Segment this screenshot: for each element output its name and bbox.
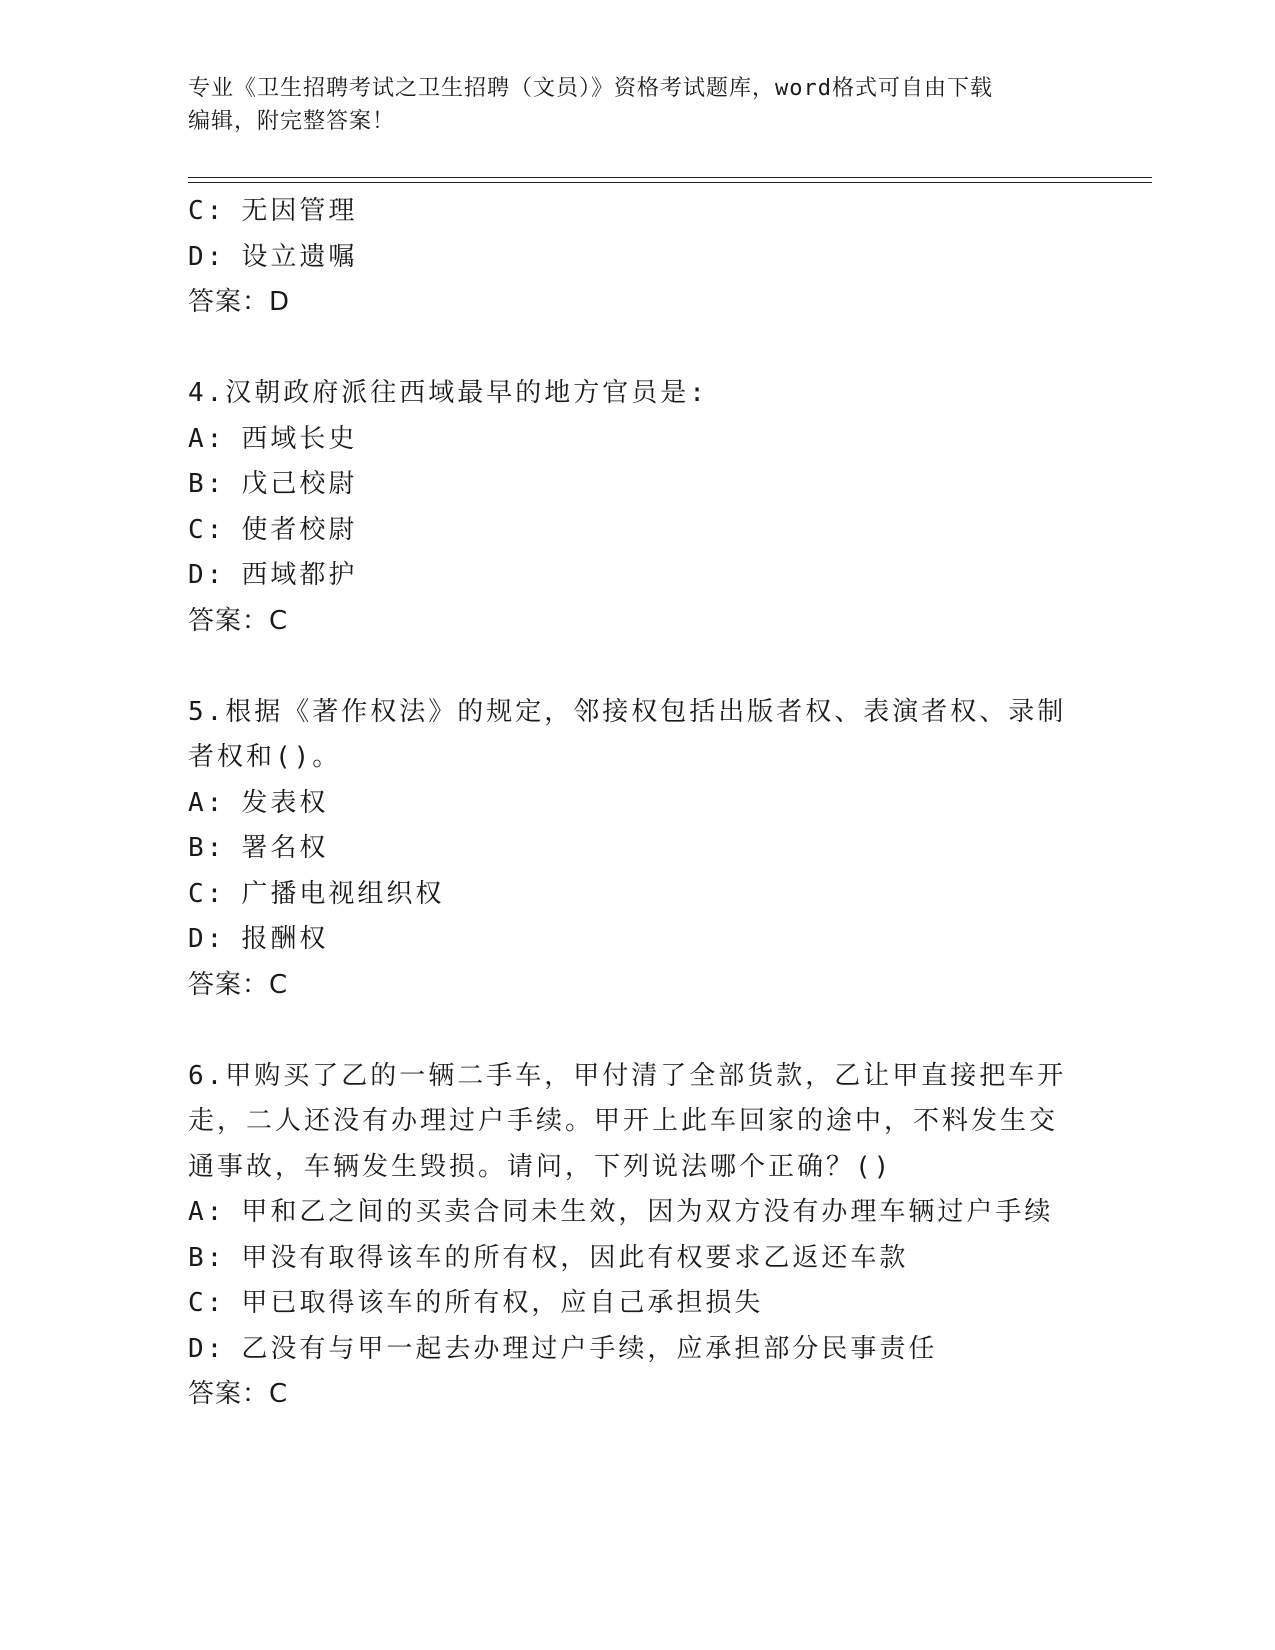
question-4 (188, 371, 1068, 644)
option-text: 发表权 (241, 787, 329, 818)
option-b (188, 826, 1068, 872)
option-label: A: (188, 787, 226, 818)
question-3 (188, 189, 1068, 326)
header-line-2: 编辑，附完整答案！ (188, 109, 396, 134)
document-header (188, 72, 1088, 138)
option-text: 使者校尉 (241, 514, 358, 545)
option-c (188, 872, 1068, 918)
question-stem: 4.汉朝政府派往西域最早的地方官员是: (188, 378, 708, 408)
option-text: 署名权 (241, 833, 329, 863)
spacer (188, 1008, 1068, 1054)
option-text: 无因管理 (241, 196, 358, 226)
header-line-1: 专业《卫生招聘考试之卫生招聘（文员）》资格考试题库，word格式可自由下载 (188, 76, 993, 101)
option-label: C: (188, 514, 226, 545)
question-stem: 6.甲购买了乙的一辆二手车，甲付清了全部货款，乙让甲直接把车开 (188, 1060, 1067, 1091)
option-label: B: (188, 1242, 226, 1273)
option-text: 甲没有取得该车的所有权，因此有权要求乙返还车款 (241, 1242, 909, 1273)
question-5 (188, 690, 1068, 1009)
option-text: 设立遗嘱 (241, 241, 358, 272)
spacer (188, 326, 1068, 372)
option-text: 西域都护 (241, 560, 358, 590)
question-stem: 走，二人还没有办理过户手续。甲开上此车回家的途中，不料发生交 (188, 1106, 1059, 1136)
option-label: D: (188, 1333, 226, 1364)
answer-line: 答案：D (188, 287, 291, 317)
option-a (188, 781, 1068, 827)
question-list (188, 189, 1068, 1418)
header-divider-top (188, 177, 1152, 178)
option-label: B: (188, 833, 226, 863)
option-d (188, 1327, 1068, 1373)
option-label: D: (188, 560, 226, 590)
question-6 (188, 1054, 1068, 1418)
answer-line: 答案：C (188, 605, 289, 636)
option-text: 广播电视组织权 (241, 878, 445, 909)
option-text: 报酬权 (241, 924, 329, 954)
option-text: 甲已取得该车的所有权，应自己承担损失 (241, 1288, 764, 1318)
option-a (188, 417, 1068, 463)
option-label: A: (188, 423, 226, 454)
option-label: D: (188, 924, 226, 954)
option-label: A: (188, 1197, 226, 1227)
answer-line: 答案：C (188, 1379, 289, 1409)
option-text: 西域长史 (241, 423, 358, 454)
option-d (188, 235, 1068, 281)
question-stem: 者权和()。 (188, 742, 342, 772)
option-d (188, 553, 1068, 599)
option-b (188, 462, 1068, 508)
option-d (188, 917, 1068, 963)
question-stem: 5.根据《著作权法》的规定，邻接权包括出版者权、表演者权、录制 (188, 696, 1067, 727)
option-text: 戊己校尉 (241, 469, 358, 499)
option-label: D: (188, 241, 226, 272)
option-c (188, 1281, 1068, 1327)
header-divider-bottom (188, 182, 1152, 183)
spacer (188, 644, 1068, 690)
option-a (188, 1190, 1068, 1236)
option-label: C: (188, 1288, 226, 1318)
option-label: C: (188, 878, 226, 909)
option-label: B: (188, 469, 226, 499)
answer-line: 答案：C (188, 969, 289, 1000)
option-text: 甲和乙之间的买卖合同未生效，因为双方没有办理车辆过户手续 (241, 1197, 1054, 1227)
question-stem: 通事故，车辆发生毁损。请问，下列说法哪个正确？() (188, 1151, 893, 1182)
option-label: C: (188, 196, 226, 226)
option-text: 乙没有与甲一起去办理过户手续，应承担部分民事责任 (241, 1333, 938, 1364)
option-b (188, 1236, 1068, 1282)
option-c (188, 189, 1068, 235)
option-c (188, 508, 1068, 554)
